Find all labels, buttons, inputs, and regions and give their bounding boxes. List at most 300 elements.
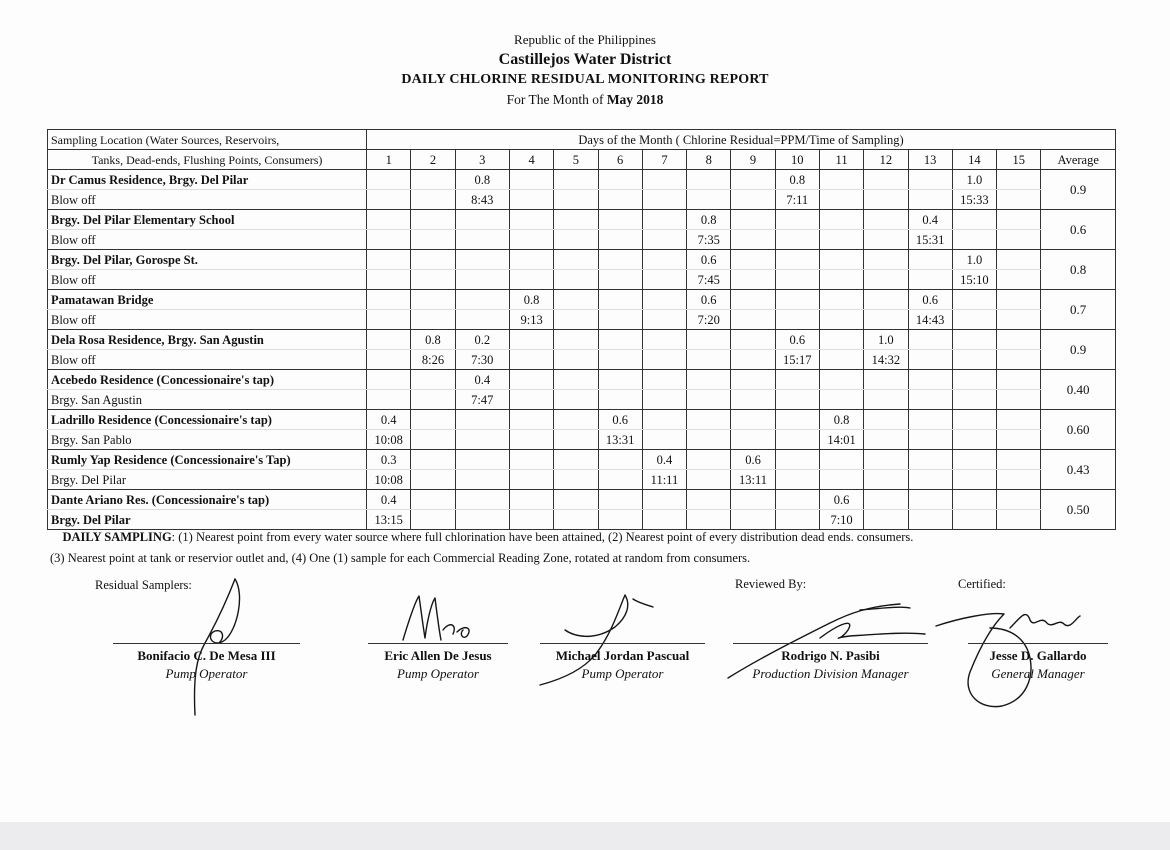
time-cell: [554, 390, 598, 410]
time-cell: [864, 190, 908, 210]
time-cell: [509, 350, 553, 370]
table-row-times: [48, 510, 1116, 530]
average-header: Average: [1041, 150, 1116, 170]
time-cell: 7:45: [687, 270, 731, 290]
residual-cell: [554, 370, 598, 390]
time-cell: [554, 470, 598, 490]
time-cell: [731, 190, 775, 210]
day-header-2: 2: [411, 150, 455, 170]
residual-cell: 0.6: [908, 290, 952, 310]
signature-line: [733, 643, 928, 644]
residual-cell: 0.6: [731, 450, 775, 470]
residual-cell: [864, 170, 908, 190]
signer-name: Bonifacio C. De Mesa III: [137, 648, 276, 663]
residual-cell: [775, 410, 819, 430]
time-cell: 10:08: [367, 470, 411, 490]
average-cell: 0.7: [1041, 290, 1116, 330]
location-detail: Blow off: [48, 310, 367, 330]
time-cell: [598, 310, 642, 330]
day-header-6: 6: [598, 150, 642, 170]
time-cell: [997, 510, 1041, 530]
residual-cell: [509, 330, 553, 350]
day-header-3: 3: [455, 150, 509, 170]
residual-cell: [908, 490, 952, 510]
residual-cell: [687, 170, 731, 190]
residual-cell: 0.8: [687, 210, 731, 230]
residual-cell: [411, 250, 455, 270]
residual-cell: [411, 490, 455, 510]
location-name: Pamatawan Bridge: [48, 290, 367, 310]
residual-cell: [554, 410, 598, 430]
reviewed-by-label: Reviewed By:: [735, 577, 807, 591]
time-cell: [952, 510, 996, 530]
average-cell: 0.6: [1041, 210, 1116, 250]
signer-title: General Manager: [991, 666, 1085, 681]
residual-cell: [952, 410, 996, 430]
time-cell: 13:15: [367, 510, 411, 530]
location-header-line2: Tanks, Dead-ends, Flushing Points, Consumers): [48, 150, 367, 170]
residual-cell: [997, 410, 1041, 430]
residual-cell: [367, 330, 411, 350]
time-cell: [411, 470, 455, 490]
time-cell: [598, 190, 642, 210]
time-cell: [997, 430, 1041, 450]
residual-cell: [554, 490, 598, 510]
signature-line: [968, 643, 1108, 644]
day-header-10: 10: [775, 150, 819, 170]
time-cell: [775, 270, 819, 290]
residual-cell: [598, 170, 642, 190]
time-cell: 13:31: [598, 430, 642, 450]
residual-cell: 0.6: [598, 410, 642, 430]
time-cell: [411, 230, 455, 250]
signature-line: [113, 643, 300, 644]
time-cell: [997, 390, 1041, 410]
time-cell: [554, 230, 598, 250]
time-cell: [554, 310, 598, 330]
residual-cell: [731, 250, 775, 270]
time-cell: [864, 230, 908, 250]
time-cell: [864, 310, 908, 330]
residual-cell: [864, 370, 908, 390]
time-cell: [455, 230, 509, 250]
location-detail: Blow off: [48, 230, 367, 250]
time-cell: 15:17: [775, 350, 819, 370]
residual-cell: [455, 210, 509, 230]
residual-cell: [731, 290, 775, 310]
residual-cell: [819, 210, 863, 230]
residual-cell: [775, 450, 819, 470]
location-detail: Brgy. Del Pilar: [48, 470, 367, 490]
time-cell: [554, 270, 598, 290]
time-cell: [731, 430, 775, 450]
location-name: Ladrillo Residence (Concessionaire's tap): [48, 410, 367, 430]
residual-cell: [819, 450, 863, 470]
location-detail: Blow off: [48, 350, 367, 370]
time-cell: [554, 510, 598, 530]
time-cell: [864, 510, 908, 530]
residual-cell: [687, 330, 731, 350]
residual-cell: 0.3: [367, 450, 411, 470]
residual-cell: 0.8: [411, 330, 455, 350]
residual-cell: 0.6: [819, 490, 863, 510]
residual-cell: [687, 450, 731, 470]
residual-cell: [455, 410, 509, 430]
time-cell: [411, 390, 455, 410]
residual-cell: [908, 410, 952, 430]
time-cell: 8:43: [455, 190, 509, 210]
time-cell: [642, 310, 686, 330]
table-row-values: [48, 170, 1116, 190]
signer-name: Michael Jordan Pascual: [555, 648, 690, 663]
residual-cell: [864, 210, 908, 230]
residual-cell: [642, 210, 686, 230]
time-cell: [509, 190, 553, 210]
signer-title: Pump Operator: [165, 666, 248, 681]
residual-cell: [731, 370, 775, 390]
time-cell: [509, 230, 553, 250]
time-cell: [554, 350, 598, 370]
time-cell: 7:47: [455, 390, 509, 410]
table-row-values: [48, 450, 1116, 470]
day-header-7: 7: [642, 150, 686, 170]
average-cell: 0.40: [1041, 370, 1116, 410]
average-cell: 0.50: [1041, 490, 1116, 530]
time-cell: [642, 510, 686, 530]
time-cell: [367, 390, 411, 410]
residual-cell: [997, 290, 1041, 310]
residual-cell: [455, 490, 509, 510]
residual-cell: [598, 210, 642, 230]
residual-cell: [367, 170, 411, 190]
signer-3: [540, 643, 705, 683]
time-cell: [687, 350, 731, 370]
residual-cell: [642, 250, 686, 270]
location-name: Brgy. Del Pilar Elementary School: [48, 210, 367, 230]
time-cell: [997, 190, 1041, 210]
residual-cell: 0.6: [687, 290, 731, 310]
time-cell: [819, 390, 863, 410]
residual-cell: [509, 370, 553, 390]
month-prefix: For The Month of: [506, 92, 604, 107]
time-cell: [908, 390, 952, 410]
table-body: [48, 170, 1116, 530]
chlorine-residual-table: [47, 129, 1116, 530]
time-cell: [598, 470, 642, 490]
day-header-12: 12: [864, 150, 908, 170]
table-header-row-1: [48, 130, 1116, 150]
residual-cell: [997, 370, 1041, 390]
time-cell: [509, 430, 553, 450]
residual-cell: [687, 410, 731, 430]
residual-cell: [864, 410, 908, 430]
residual-cell: [775, 210, 819, 230]
residual-cell: [997, 250, 1041, 270]
location-detail: Blow off: [48, 190, 367, 210]
time-cell: [997, 470, 1041, 490]
residual-cell: [554, 330, 598, 350]
sampling-note-text1: : (1) Nearest point from every water source where full chlorination have been attained, (2) Nearest point of every distribution dead ends. consumers.: [171, 530, 914, 544]
residual-cell: [952, 370, 996, 390]
time-cell: [411, 270, 455, 290]
time-cell: [367, 270, 411, 290]
report-title: DAILY CHLORINE RESIDUAL MONITORING REPORT: [401, 72, 769, 87]
time-cell: [554, 430, 598, 450]
location-detail: Brgy. San Pablo: [48, 430, 367, 450]
location-detail: Blow off: [48, 270, 367, 290]
time-cell: [952, 230, 996, 250]
average-cell: 0.43: [1041, 450, 1116, 490]
residual-cell: [687, 490, 731, 510]
residual-cell: [952, 290, 996, 310]
time-cell: [775, 390, 819, 410]
residual-cell: [554, 210, 598, 230]
time-cell: [509, 390, 553, 410]
residual-cell: [864, 290, 908, 310]
time-cell: [642, 390, 686, 410]
time-cell: [598, 350, 642, 370]
residual-cell: [455, 250, 509, 270]
time-cell: [997, 230, 1041, 250]
time-cell: [509, 470, 553, 490]
day-header-5: 5: [554, 150, 598, 170]
time-cell: [908, 270, 952, 290]
time-cell: [367, 190, 411, 210]
residual-cell: [509, 210, 553, 230]
time-cell: [642, 230, 686, 250]
signer-4: [733, 643, 928, 683]
residual-cell: [554, 250, 598, 270]
day-header-8: 8: [687, 150, 731, 170]
time-cell: 13:11: [731, 470, 775, 490]
location-name: Rumly Yap Residence (Concessionaire's Tap): [48, 450, 367, 470]
residual-cell: [411, 450, 455, 470]
time-cell: [687, 430, 731, 450]
residual-cell: [952, 330, 996, 350]
time-cell: [642, 190, 686, 210]
residual-cell: 0.8: [509, 290, 553, 310]
time-cell: [687, 190, 731, 210]
time-cell: [952, 350, 996, 370]
time-cell: 15:31: [908, 230, 952, 250]
time-cell: 7:20: [687, 310, 731, 330]
residual-cell: 0.4: [455, 370, 509, 390]
residual-cell: [598, 250, 642, 270]
certified-label: Certified:: [958, 577, 1006, 591]
time-cell: [997, 270, 1041, 290]
sampling-note-line1: [50, 530, 913, 545]
time-cell: 10:08: [367, 430, 411, 450]
residual-cell: [642, 410, 686, 430]
average-cell: 0.9: [1041, 330, 1116, 370]
time-cell: [908, 190, 952, 210]
residual-cell: [598, 290, 642, 310]
time-cell: [864, 430, 908, 450]
residual-cell: [642, 370, 686, 390]
residual-cell: [908, 170, 952, 190]
time-cell: [864, 270, 908, 290]
time-cell: [908, 430, 952, 450]
residual-cell: [952, 210, 996, 230]
time-cell: 14:43: [908, 310, 952, 330]
day-header-14: 14: [952, 150, 996, 170]
table-row-times: [48, 270, 1116, 290]
time-cell: [455, 310, 509, 330]
signer-2: [368, 643, 508, 683]
residual-cell: [367, 370, 411, 390]
time-cell: [819, 190, 863, 210]
time-cell: [731, 390, 775, 410]
time-cell: 11:11: [642, 470, 686, 490]
day-header-1: 1: [367, 150, 411, 170]
residual-cell: 1.0: [952, 170, 996, 190]
residual-cell: [952, 450, 996, 470]
residual-cell: [411, 370, 455, 390]
residual-cell: [509, 450, 553, 470]
residual-cell: [997, 170, 1041, 190]
signer-name: Eric Allen De Jesus: [384, 648, 492, 663]
residual-cell: [598, 370, 642, 390]
day-header-4: 4: [509, 150, 553, 170]
time-cell: [864, 390, 908, 410]
residual-cell: [554, 290, 598, 310]
day-header-11: 11: [819, 150, 863, 170]
time-cell: [952, 390, 996, 410]
time-cell: [642, 430, 686, 450]
time-cell: [908, 350, 952, 370]
time-cell: [731, 510, 775, 530]
residual-cell: [411, 210, 455, 230]
time-cell: [775, 470, 819, 490]
residual-cell: [908, 330, 952, 350]
average-cell: 0.8: [1041, 250, 1116, 290]
residual-cell: [775, 490, 819, 510]
time-cell: [775, 510, 819, 530]
residual-cell: [775, 290, 819, 310]
time-cell: [411, 430, 455, 450]
time-cell: [952, 310, 996, 330]
residual-cell: [455, 450, 509, 470]
residual-cell: [819, 250, 863, 270]
signature-line: [540, 643, 705, 644]
time-cell: [731, 310, 775, 330]
residual-cell: [997, 490, 1041, 510]
signature-line: [368, 643, 508, 644]
time-cell: 15:33: [952, 190, 996, 210]
time-cell: [952, 430, 996, 450]
time-cell: [819, 310, 863, 330]
signer-title: Pump Operator: [581, 666, 664, 681]
location-name: Brgy. Del Pilar, Gorospe St.: [48, 250, 367, 270]
report-month-line: [0, 90, 1170, 110]
time-cell: [731, 230, 775, 250]
residual-cell: [775, 250, 819, 270]
samplers-label: Residual Samplers:: [95, 578, 192, 592]
table-row-times: [48, 310, 1116, 330]
location-detail: Brgy. San Agustin: [48, 390, 367, 410]
residual-cell: [509, 250, 553, 270]
time-cell: [411, 190, 455, 210]
time-cell: [455, 510, 509, 530]
time-cell: [411, 510, 455, 530]
residual-cell: [864, 490, 908, 510]
location-name: Dela Rosa Residence, Brgy. San Agustin: [48, 330, 367, 350]
district-name: Castillejos Water District: [498, 51, 672, 68]
residual-cell: 0.6: [775, 330, 819, 350]
time-cell: [687, 470, 731, 490]
table-row-values: [48, 290, 1116, 310]
residual-cell: [864, 450, 908, 470]
time-cell: [367, 230, 411, 250]
time-cell: [554, 190, 598, 210]
time-cell: 7:35: [687, 230, 731, 250]
signer-name: Rodrigo N. Pasibi: [781, 648, 880, 663]
residual-cell: [819, 370, 863, 390]
residual-cell: 1.0: [952, 250, 996, 270]
residual-cell: [367, 250, 411, 270]
residual-cell: [908, 450, 952, 470]
residual-cell: [864, 250, 908, 270]
time-cell: [687, 510, 731, 530]
average-cell: 0.60: [1041, 410, 1116, 450]
residual-cell: [908, 370, 952, 390]
sampling-note-label: DAILY SAMPLING: [62, 530, 172, 544]
residual-cell: [687, 370, 731, 390]
table-row-times: [48, 350, 1116, 370]
location-name: Dante Ariano Res. (Concessionaire's tap): [48, 490, 367, 510]
time-cell: [731, 350, 775, 370]
time-cell: [952, 470, 996, 490]
time-cell: [819, 270, 863, 290]
residual-cell: [731, 330, 775, 350]
time-cell: 14:32: [864, 350, 908, 370]
time-cell: 7:10: [819, 510, 863, 530]
time-cell: [455, 270, 509, 290]
residual-cell: [598, 450, 642, 470]
time-cell: 14:01: [819, 430, 863, 450]
residual-cell: [411, 290, 455, 310]
time-cell: [455, 430, 509, 450]
residual-cell: [731, 210, 775, 230]
residual-cell: 0.4: [642, 450, 686, 470]
residual-cell: 0.8: [819, 410, 863, 430]
residual-cell: [819, 290, 863, 310]
table-row-times: [48, 470, 1116, 490]
signer-5: [968, 643, 1108, 683]
residual-cell: [598, 330, 642, 350]
table-header-row-2: [48, 150, 1116, 170]
residual-cell: [598, 490, 642, 510]
location-name: Dr Camus Residence, Brgy. Del Pilar: [48, 170, 367, 190]
republic-line: Republic of the Philippines: [514, 32, 656, 47]
report-month: May 2018: [606, 92, 664, 107]
time-cell: [864, 470, 908, 490]
time-cell: [731, 270, 775, 290]
time-cell: [367, 350, 411, 370]
time-cell: [775, 230, 819, 250]
time-cell: 9:13: [509, 310, 553, 330]
residual-cell: [509, 170, 553, 190]
time-cell: [908, 510, 952, 530]
scan-bottom-margin: [0, 822, 1170, 850]
days-header: Days of the Month ( Chlorine Residual=PPM/Time of Sampling): [367, 130, 1116, 150]
residual-cell: 0.6: [687, 250, 731, 270]
residual-cell: [952, 490, 996, 510]
time-cell: [509, 510, 553, 530]
table-row-times: [48, 190, 1116, 210]
time-cell: [997, 310, 1041, 330]
time-cell: [642, 350, 686, 370]
